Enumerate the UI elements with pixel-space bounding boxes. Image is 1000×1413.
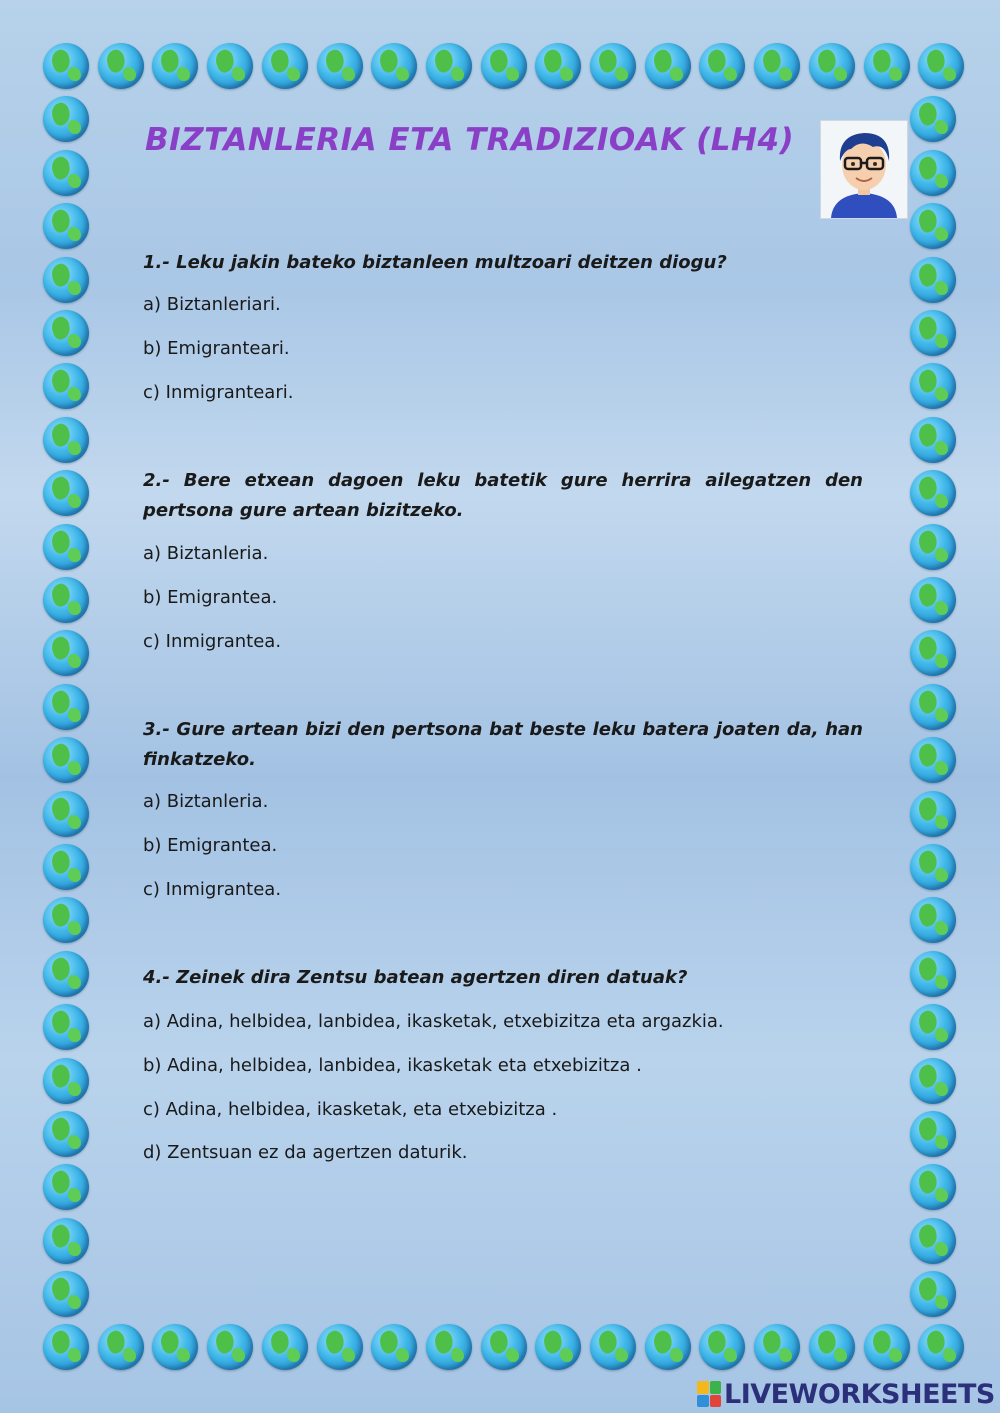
- globe-icon: [43, 150, 89, 196]
- globe-icon: [481, 43, 527, 89]
- globe-icon: [152, 43, 198, 89]
- globe-icon: [262, 1324, 308, 1370]
- globe-icon: [317, 43, 363, 89]
- globe-icon: [43, 417, 89, 463]
- question-4-option-b[interactable]: b) Adina, helbidea, lanbidea, ikasketak eta etxebizitza .: [143, 1055, 642, 1076]
- globe-icon: [910, 1004, 956, 1050]
- globe-icon: [910, 791, 956, 837]
- globe-icon: [371, 43, 417, 89]
- globe-icon: [910, 363, 956, 409]
- globe-icon: [699, 1324, 745, 1370]
- globe-icon: [910, 257, 956, 303]
- globe-icon: [910, 951, 956, 997]
- globe-icon: [910, 897, 956, 943]
- globe-icon: [809, 1324, 855, 1370]
- globe-icon: [43, 577, 89, 623]
- globe-icon: [43, 1058, 89, 1104]
- question-3-option-b[interactable]: b) Emigrantea.: [143, 835, 278, 856]
- globe-icon: [910, 1164, 956, 1210]
- question-1-option-b[interactable]: b) Emigranteari.: [143, 338, 290, 359]
- globe-icon: [809, 43, 855, 89]
- question-1-option-c[interactable]: c) Inmigranteari.: [143, 382, 294, 403]
- globe-icon: [43, 897, 89, 943]
- question-4-option-c[interactable]: c) Adina, helbidea, ikasketak, eta etxebizitza .: [143, 1099, 558, 1120]
- globe-icon: [262, 43, 308, 89]
- globe-icon: [918, 43, 964, 89]
- logo-badge-icon: [697, 1381, 721, 1407]
- globe-icon: [910, 203, 956, 249]
- globe-icon: [43, 96, 89, 142]
- globe-icon: [590, 1324, 636, 1370]
- liveworksheets-logo[interactable]: [697, 1378, 995, 1410]
- question-4-option-a[interactable]: a) Adina, helbidea, lanbidea, ikasketak, etxebizitza eta argazkia.: [143, 1011, 724, 1032]
- globe-icon: [43, 43, 89, 89]
- globe-icon: [754, 1324, 800, 1370]
- logo-text: LIVEWORKSHEETS: [724, 1378, 995, 1410]
- globe-icon: [481, 1324, 527, 1370]
- globe-icon: [43, 310, 89, 356]
- globe-icon: [152, 1324, 198, 1370]
- globe-icon: [910, 1271, 956, 1317]
- question-4-option-d[interactable]: d) Zentsuan ez da agertzen daturik.: [143, 1142, 468, 1163]
- globe-icon: [910, 417, 956, 463]
- globe-icon: [43, 1111, 89, 1157]
- globe-icon: [426, 43, 472, 89]
- globe-icon: [699, 43, 745, 89]
- globe-icon: [43, 1164, 89, 1210]
- question-3: 3.- Gure artean bizi den pertsona bat beste leku batera joaten da, han finkatzeko.: [143, 719, 863, 770]
- globe-icon: [864, 1324, 910, 1370]
- globe-icon: [910, 737, 956, 783]
- globe-icon: [43, 630, 89, 676]
- globe-icon: [864, 43, 910, 89]
- globe-icon: [535, 1324, 581, 1370]
- globe-icon: [43, 1271, 89, 1317]
- question-2: 2.- Bere etxean dagoen leku batetik gure herrira ailegatzen den pertsona gure artean bizitzeko.: [143, 470, 863, 521]
- globe-icon: [98, 43, 144, 89]
- globe-icon: [43, 1324, 89, 1370]
- globe-icon: [910, 844, 956, 890]
- globe-icon: [43, 684, 89, 730]
- page-title: BIZTANLERIA ETA TRADIZIOAK (LH4): [145, 122, 795, 158]
- globe-icon: [910, 684, 956, 730]
- globe-icon: [43, 844, 89, 890]
- globe-icon: [590, 43, 636, 89]
- globe-icon: [645, 43, 691, 89]
- globe-icon: [910, 1218, 956, 1264]
- globe-icon: [43, 791, 89, 837]
- globe-icon: [910, 1111, 956, 1157]
- globe-icon: [910, 577, 956, 623]
- globe-icon: [43, 203, 89, 249]
- globe-icon: [207, 1324, 253, 1370]
- globe-icon: [43, 737, 89, 783]
- globe-icon: [43, 363, 89, 409]
- question-1: 1.- Leku jakin bateko biztanleen multzoari deitzen diogu?: [143, 252, 727, 273]
- globe-icon: [43, 951, 89, 997]
- globe-icon: [910, 1058, 956, 1104]
- question-1-option-a[interactable]: a) Biztanleriari.: [143, 294, 281, 315]
- globe-icon: [754, 43, 800, 89]
- globe-icon: [43, 257, 89, 303]
- globe-icon: [317, 1324, 363, 1370]
- globe-icon: [43, 524, 89, 570]
- globe-icon: [910, 96, 956, 142]
- question-3-option-a[interactable]: a) Biztanleria.: [143, 791, 269, 812]
- question-4: 4.- Zeinek dira Zentsu batean agertzen diren datuak?: [143, 967, 688, 988]
- question-2-option-b[interactable]: b) Emigrantea.: [143, 587, 278, 608]
- globe-icon: [98, 1324, 144, 1370]
- globe-icon: [910, 524, 956, 570]
- globe-icon: [371, 1324, 417, 1370]
- globe-icon: [207, 43, 253, 89]
- globe-icon: [645, 1324, 691, 1370]
- globe-icon: [43, 470, 89, 516]
- avatar-icon: [820, 120, 908, 219]
- globe-icon: [535, 43, 581, 89]
- globe-icon: [43, 1218, 89, 1264]
- globe-icon: [43, 1004, 89, 1050]
- question-2-option-c[interactable]: c) Inmigrantea.: [143, 631, 282, 652]
- globe-icon: [918, 1324, 964, 1370]
- globe-icon: [426, 1324, 472, 1370]
- globe-icon: [910, 470, 956, 516]
- globe-icon: [910, 630, 956, 676]
- question-2-option-a[interactable]: a) Biztanleria.: [143, 543, 269, 564]
- globe-icon: [910, 310, 956, 356]
- question-3-option-c[interactable]: c) Inmigrantea.: [143, 879, 282, 900]
- globe-icon: [910, 150, 956, 196]
